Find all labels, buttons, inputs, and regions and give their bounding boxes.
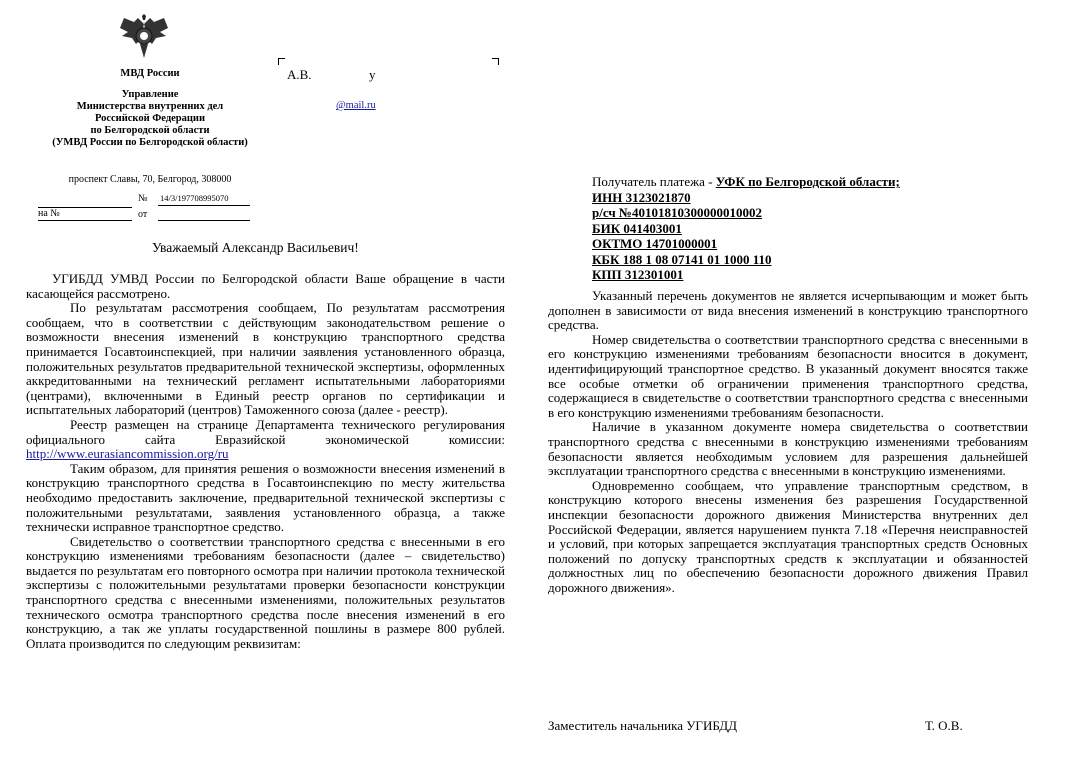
ref-underline	[38, 220, 132, 221]
paragraph: УГИБДД УМВД России по Белгородской области Ваше обращение в части касающейся рассмотрено.	[26, 271, 505, 301]
from-underline	[158, 220, 250, 221]
addressee-initials: А.В.	[287, 67, 312, 82]
left-column	[26, 272, 505, 651]
org-line: Министерства внутренних дел	[76, 101, 224, 112]
paragraph: По результатам рассмотрения сообщаем, По результатам рассмотрения сообщаем, что в соответствии с действующим законодательством решение о возможности внесения изменений в конструкцию транспортного средства принимается Госавтоинспекцией, при наличии заявления установленного образца, положительных результатов предварительной технической экспертизы, оформленных аккредитованными на технический регламент испытательными лабораториями (центрами), включенными в Единый реестр органов по сертификации и испытательных лабораторий (центров) Таможенного союза (далее - реестр).	[26, 300, 505, 418]
paragraph: Таким образом, для принятия решения о возможности внесения изменений в конструкцию транспортного средства в Госавтоинспекцию по месту жительства необходимо предоставить заключение, предварительной технической экспертизы с положительными результатами, заявления установленного образца, а также технически исправное транспортное средство.	[26, 460, 505, 535]
recipient-label: Получатель платежа -	[592, 174, 716, 189]
mvd-emblem	[118, 14, 170, 62]
payment-recipient	[592, 174, 1032, 190]
paragraph: Одновременно сообщаем, что управление транспортным средством, в конструкцию которого внесены изменения без разрешения Государственной инспекции безопасности дорожного движения Министерства внутренних дел Российской Федерации, является нарушением пункта 7.18 «Перечня неисправностей и условий, при которых запрещается эксплуатация транспортных средств Основных положений по допуску транспортных средств к эксплуатации и обязанностей должностных лиц по обеспечению безопасности дорожного движения Правил дорожного движения».	[548, 477, 1028, 595]
paragraph	[26, 418, 505, 462]
payment-oktmo: ОКТМО 14701000001	[592, 236, 718, 251]
addressee-corner-left	[278, 58, 285, 65]
number-label: №	[138, 193, 148, 204]
sender-address: проспект Славы, 70, Белгород, 308000	[68, 174, 232, 185]
from-label: от	[138, 209, 148, 220]
org-line: Российской Федерации	[94, 113, 206, 124]
ministry-short: МВД России	[120, 68, 180, 79]
addressee-corner-right	[492, 58, 499, 65]
number-underline	[158, 205, 250, 206]
org-line: (УМВД России по Белгородской области)	[52, 137, 248, 148]
addressee-email-link[interactable]: @mail.ru	[336, 100, 376, 111]
greeting: Уважаемый Александр Васильевич!	[152, 240, 359, 255]
paragraph: Номер свидетельства о соответствии транспортного средства с внесенными в его конструкцию изменениями требованиям безопасности вносится в документ, идентифицирующий транспортное средство. В указанный документ вносятся также все особые отметки об ограничении применения транспортного средства, содержащиеся в свидетельстве о соответствии транспортного средства с внесенными в его конструкцию изменениями требованиям безопасности.	[548, 331, 1028, 420]
org-line: по Белгородской области	[90, 125, 210, 136]
paragraph: Наличие в указанном документе номера свидетельства о соответствии транспортного средства с внесенными в конструкцию изменениями требованиям безопасности является необходимым условием для разрешения дальнейшей эксплуатации транспортного средства с внесенными в конструкцию изменениями.	[548, 419, 1028, 479]
letter-number: 14/3/197708995070	[160, 193, 229, 203]
payment-kbk: КБК 188 1 08 07141 01 1000 110	[592, 251, 772, 267]
payment-inn: ИНН 3123021870	[592, 189, 691, 205]
signature-name: Т. О.В.	[925, 718, 963, 733]
signature-position: Заместитель начальника УГИБДД	[548, 718, 738, 733]
ref-label: на №	[38, 208, 60, 219]
recipient-value: УФК по Белгородской области;	[715, 174, 900, 189]
eurasian-commission-link[interactable]: http://www.eurasiancommission.org/ru	[26, 446, 229, 462]
addressee-surname-tail: у	[369, 67, 376, 82]
double-headed-eagle-icon	[118, 14, 170, 62]
right-column	[548, 289, 1028, 595]
payment-details	[592, 174, 1032, 283]
payment-bik: БИК 041403001	[592, 220, 682, 236]
payment-account: р/сч №40101810300000010002	[592, 205, 762, 220]
paragraph: Свидетельство о соответствии транспортного средства с внесенными в его конструкцию изменениями требованиям безопасности (далее – свидетельство) выдается по результатам его повторного осмотра при наличии протокола технической экспертизы с положительными результатами проверки безопасности конструкции транспортного средства с внесенными изменениями, положительных результатов технического осмотра транспортного средства после внесения изменений в его конструкцию, а так же уплаты государственной пошлины в размере 800 рублей. Оплата производится по следующим реквизитам:	[26, 533, 505, 651]
org-line: Управление	[121, 89, 179, 100]
paragraph-text: Реестр размещен на странице Департамента технического регулирования официального сайта Евразийской экономической комиссии:	[26, 416, 505, 447]
paragraph: Указанный перечень документов не является исчерпывающим и может быть дополнен в зависимости от вида внесения изменений в конструкцию транспортного средства.	[548, 288, 1028, 333]
payment-kpp: КПП 312301001	[592, 267, 684, 282]
organization-block	[20, 89, 280, 149]
